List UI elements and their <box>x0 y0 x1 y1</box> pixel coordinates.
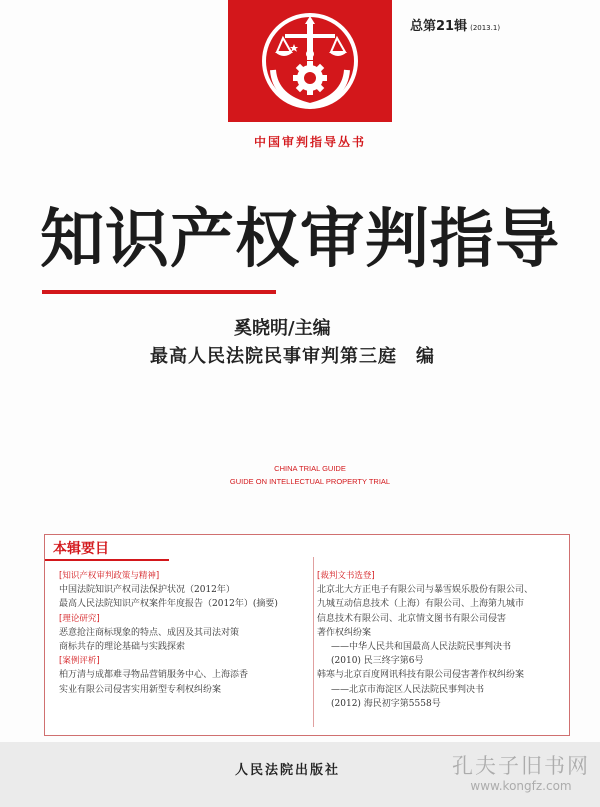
contents-item: 中国法院知识产权司法保护状况（2012年） <box>59 585 235 596</box>
section-tag: [裁判文书选登] <box>317 571 375 581</box>
contents-item: ——中华人民共和国最高人民法院民事判决书 <box>331 642 512 653</box>
english-title-line-1: CHINA TRIAL GUIDE <box>274 464 346 473</box>
contents-left-column <box>59 569 309 697</box>
watermark <box>442 750 600 793</box>
contents-item: ——北京市海淀区人民法院民事判决书 <box>331 684 485 695</box>
contents-item: 恶意抢注商标现象的特点、成因及其司法对策 <box>59 627 240 638</box>
contents-divider <box>313 557 314 727</box>
compiling-body: 最高人民法院民事审判第三庭 编 <box>150 346 435 367</box>
section-tag: [案例评析] <box>59 656 100 667</box>
issue-number <box>410 15 500 34</box>
contents-item: 柏万清与成都难寻物品营销服务中心、上海添香 <box>59 670 249 681</box>
issue-date: (2013.1) <box>470 24 501 32</box>
contents-item: 最高人民法院知识产权案件年度报告（2012年）(摘要) <box>59 599 278 610</box>
contents-item: 北京北大方正电子有限公司与暴雪娱乐股份有限公司、 <box>317 585 534 596</box>
english-title <box>230 462 390 488</box>
chief-editor: 奚晓明/主编 <box>234 318 331 339</box>
contents-item: 九城互动信息技术（上海）有限公司、上海第九城市 <box>317 599 525 610</box>
series-name: 中国审判指导丛书 <box>253 135 366 149</box>
book-title: 知识产权审判指导 <box>40 203 560 277</box>
publisher-name: 人民法院出版社 <box>235 763 341 778</box>
contents-header <box>45 535 169 561</box>
contents-item: 韩寒与北京百度网讯科技有限公司侵害著作权纠纷案 <box>317 670 525 681</box>
watermark-url: www.kongfz.com <box>470 779 572 793</box>
title-underline <box>42 290 276 294</box>
contents-item: (2010) 民三终字第6号 <box>331 656 424 667</box>
english-title-line-2: GUIDE ON INTELLECTUAL PROPERTY TRIAL <box>229 477 391 486</box>
section-tag: [知识产权审判政策与精神] <box>59 571 160 581</box>
contents-item: 实业有限公司侵害实用新型专利权纠纷案 <box>59 684 222 695</box>
court-emblem-icon <box>255 8 365 114</box>
contents-item: 信息技术有限公司、北京情文图书有限公司侵害 <box>317 613 507 624</box>
emblem-panel <box>228 0 392 122</box>
contents-right-column <box>317 569 565 711</box>
contents-item: 著作权纠纷案 <box>317 627 372 638</box>
issue-label: 总第21辑 <box>410 19 468 34</box>
section-tag: [理论研究] <box>59 613 100 624</box>
contents-box <box>44 534 570 736</box>
contents-item: 商标共存的理论基础与实践探索 <box>59 642 186 653</box>
contents-item: (2012) 海民初字第5558号 <box>331 698 441 709</box>
watermark-name: 孔夫子旧书网 <box>452 754 590 778</box>
contents-heading: 本辑要目 <box>53 541 109 557</box>
